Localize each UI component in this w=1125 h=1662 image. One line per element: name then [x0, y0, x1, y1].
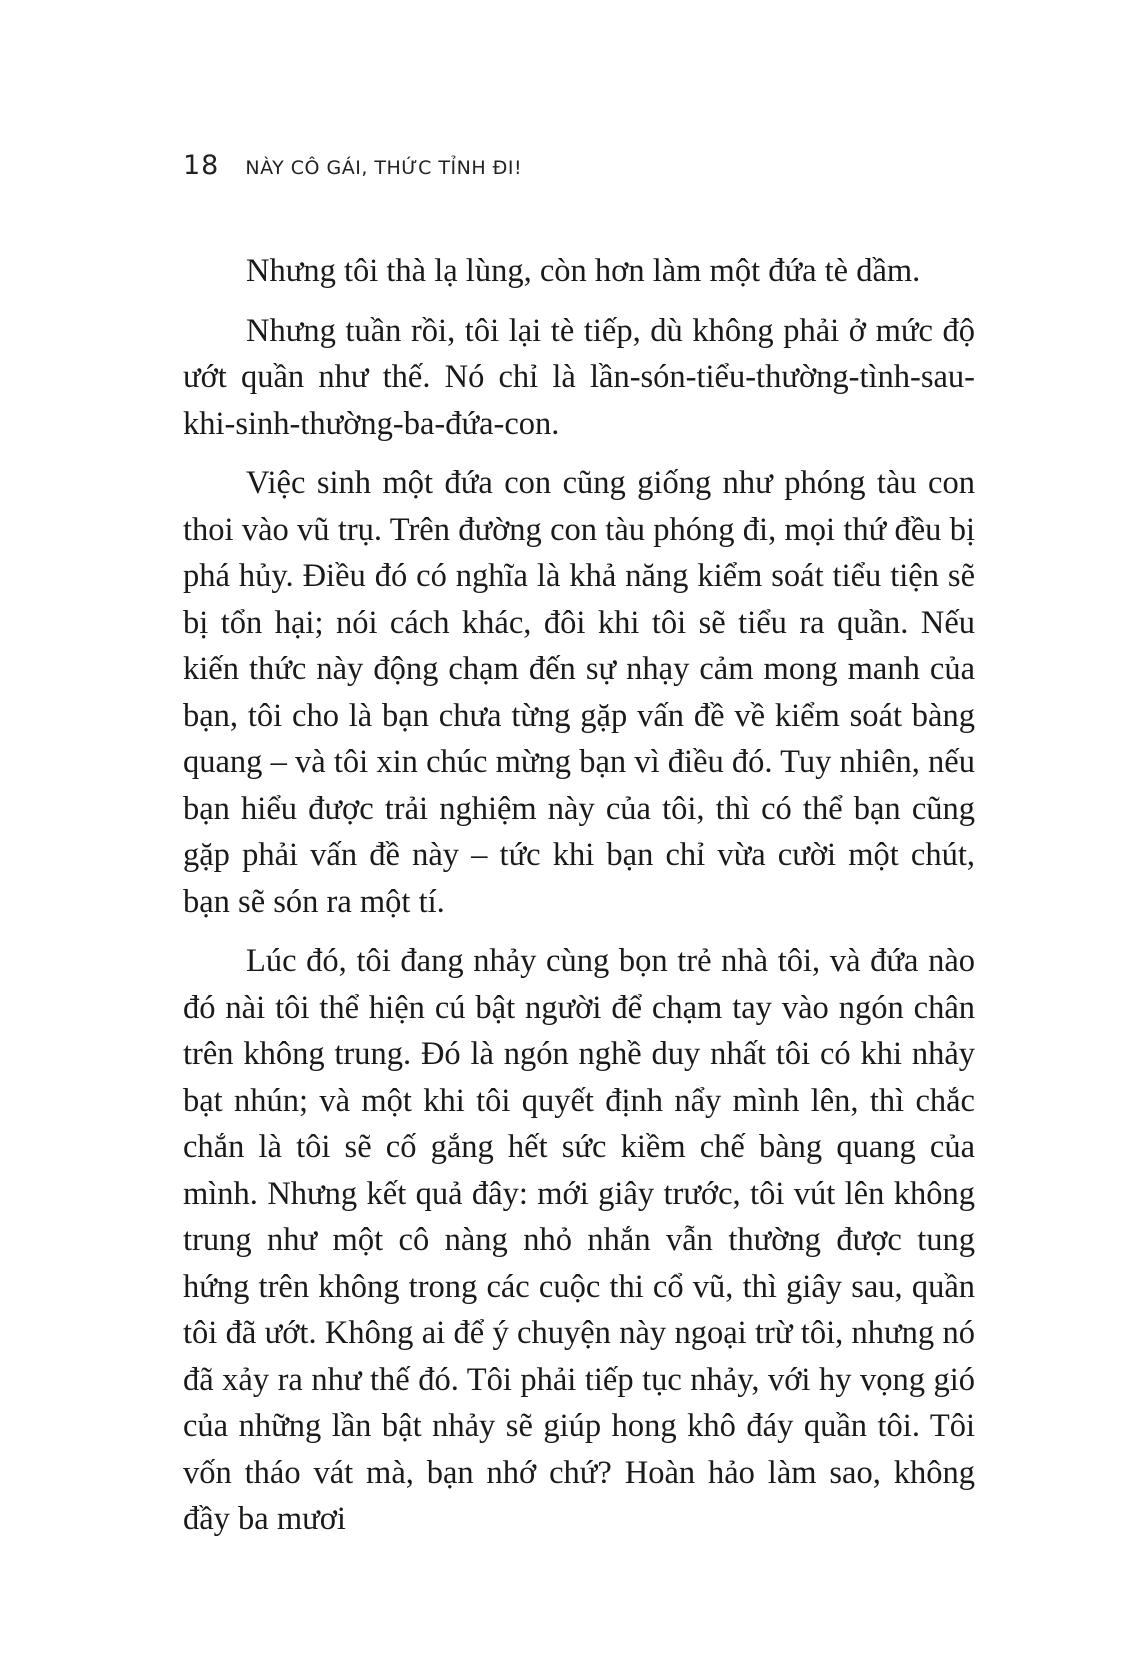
body-text: [183, 248, 975, 1556]
paragraph-1: Nhưng tôi thà lạ lùng, còn hơn làm một đứa tè dầm.: [246, 253, 921, 289]
paragraph-4: Lúc đó, tôi đang nhảy cùng bọn trẻ nhà tôi, và đứa nào đó nài tôi thể hiện cú bật người để chạm tay vào ngón chân trên không trung. Đó là ngón nghề duy nhất tôi có khi nhảy bạt nhún; và một khi tôi quyết định nẩy mình lên, thì chắc chắn là tôi sẽ cố gắng hết sức kiềm chế bàng quang của mình. Nhưng kết quả đây: mới giây trước, tôi vút lên không trung như một cô nàng nhỏ nhắn vẫn thường được tung hứng trên không trong các cuộc thi cổ vũ, thì giây sau, quần tôi đã ướt. Không ai để ý chuyện này ngoại trừ tôi, nhưng nó đã xảy ra như thế đó. Tôi phải tiếp tục nhảy, với hy vọng gió của những lần bật nhảy sẽ giúp hong khô đáy quần tôi. Tôi vốn tháo vát mà, bạn nhớ chứ? Hoàn hảo làm sao, không đầy ba mươi: [183, 943, 975, 1537]
paragraph-3: Việc sinh một đứa con cũng giống như phóng tàu con thoi vào vũ trụ. Trên đường con tàu phóng đi, mọi thứ đều bị phá hủy. Điều đó có nghĩa là khả năng kiểm soát tiểu tiện sẽ bị tổn hại; nói cách khác, đôi khi tôi sẽ tiểu ra quần. Nếu kiến thức này động chạm đến sự nhạy cảm mong manh của bạn, tôi cho là bạn chưa từng gặp vấn đề về kiểm soát bàng quang – và tôi xin chúc mừng bạn vì điều đó. Tuy nhiên, nếu bạn hiểu được trải nghiệm này của tôi, thì có thể bạn cũng gặp phải vấn đề này – tức khi bạn chỉ vừa cười một chút, bạn sẽ són ra một tí.: [183, 465, 975, 920]
page-header: [183, 150, 522, 181]
running-title: NÀY CÔ GÁI, THỨC TỈNH ĐI!: [245, 157, 523, 179]
paragraph-2: Nhưng tuần rồi, tôi lại tè tiếp, dù không phải ở mức độ ướt quần như thế. Nó chỉ là lần-són-tiểu-thường-tình-sau-khi-sinh-thường-ba-đứa-con.: [183, 312, 975, 442]
page-number: 18: [183, 150, 220, 181]
